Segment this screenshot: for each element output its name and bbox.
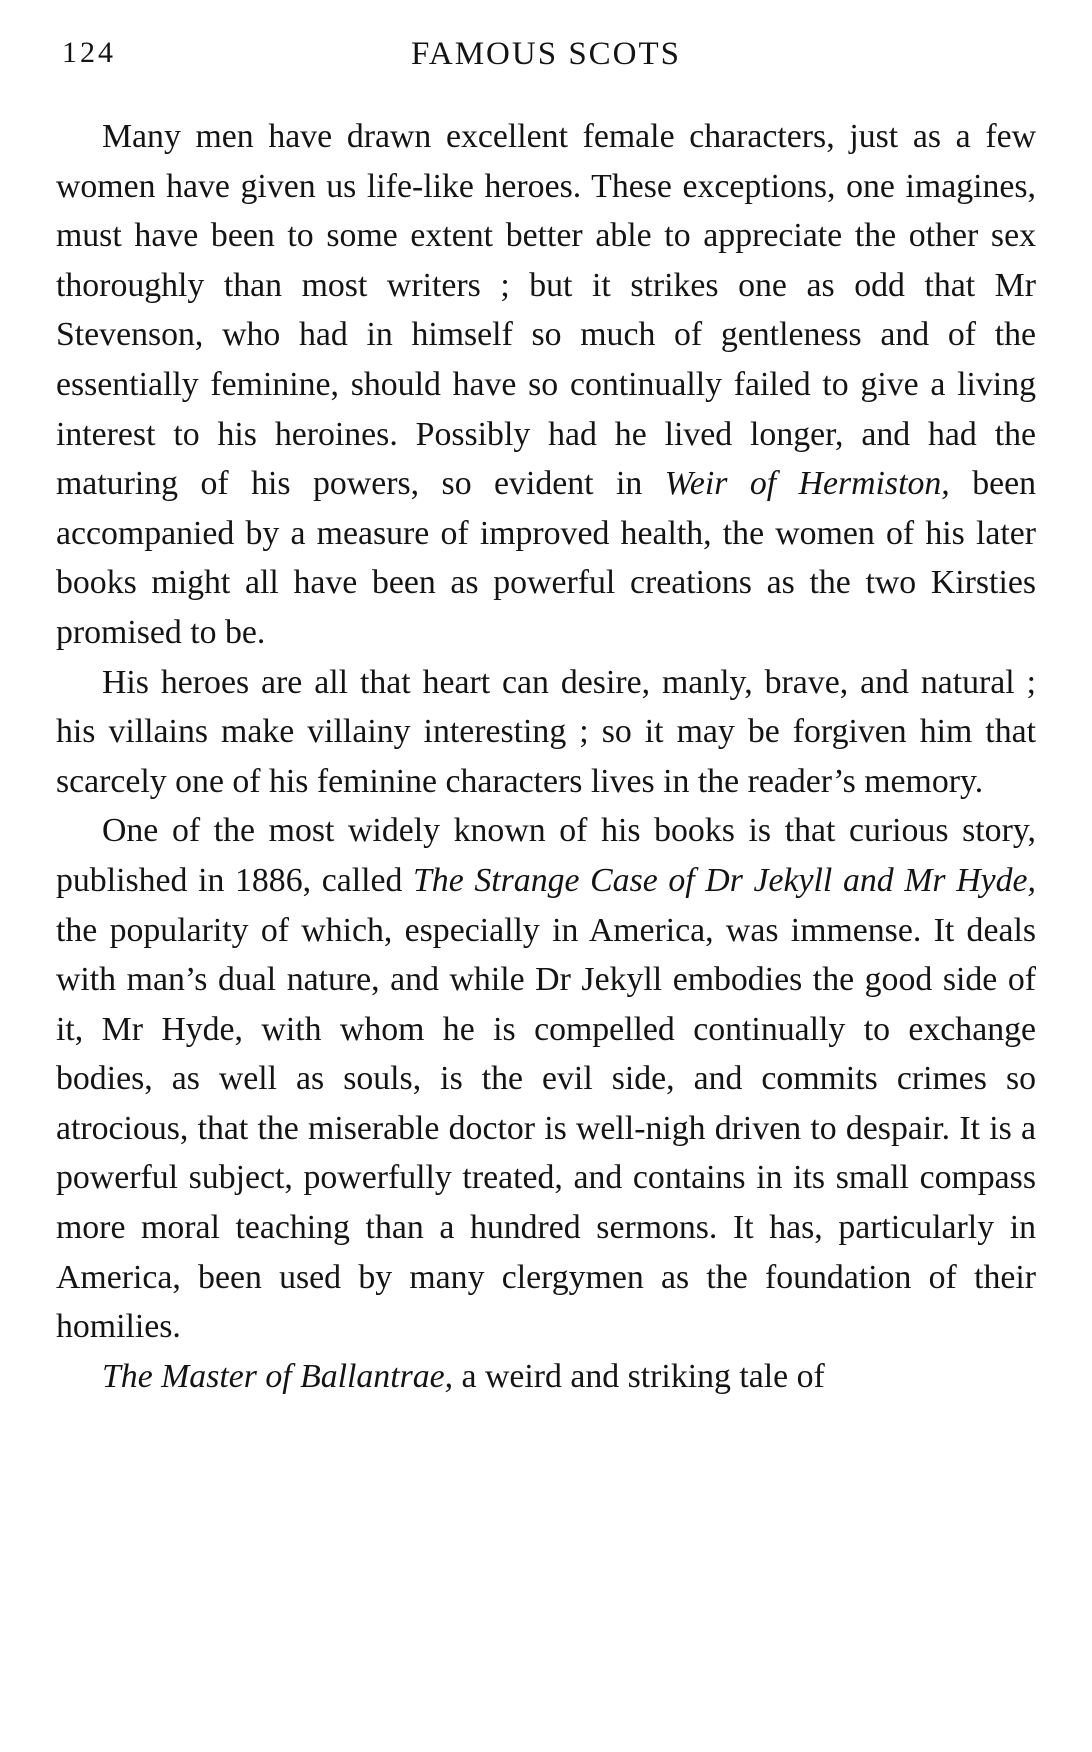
paragraph-heroes [56, 658, 1036, 807]
body-text [56, 112, 1036, 1401]
book-page [56, 36, 1036, 1401]
paragraph-text: the popularity of which, especially in America, was immense. It deals with man’s dual nature, and while Dr Jekyll embodies the good side of it, Mr Hyde, with whom he is compelled continually to exchange bodies, as well as souls, is the evil side, and commits crimes so atrocious, that the miserable doctor is well-nigh driven to despair. It is a powerful subject, powerfully treated, and contains in its small compass more moral teaching than a hundred sermons. It has, particularly in America, been used by many clergymen as the foundation of their homilies. [56, 911, 1036, 1346]
page-header [56, 36, 1036, 88]
paragraph-text: a weird and striking tale of [453, 1357, 825, 1395]
paragraph-text: been accompanied by a measure of improved health, the women of his later books might all have been as powerful creations as the two Kirsties promised to be. [56, 465, 1036, 651]
paragraph-text: Many men have drawn excellent female characters, just as a few women have given us life-like heroes. These exceptions, one imagines, must have been to some extent better able to appreciate the other sex thoroughly than most writers ; but it strikes one as odd that Mr Stevenson, who had in himself so much of gentleness and of the essentially feminine, should have so continually failed to give a living interest to his heroines. Possibly had he lived longer, and had the maturing of his powers, so evident in [56, 118, 1036, 503]
book-title-master-of-ballantrae: The Master of Ballantrae, [102, 1357, 454, 1395]
page-number: 124 [62, 36, 116, 69]
paragraph-female-characters [56, 112, 1036, 658]
paragraph-text: His heroes are all that heart can desire, manly, brave, and natural ; his villains make villainy interesting ; so it may be forgiven him that scarcely one of his feminine characters lives in the reader’s memory. [56, 663, 1036, 800]
paragraph-master-of-ballantrae [56, 1352, 1036, 1402]
paragraph-jekyll-and-hyde [56, 806, 1036, 1352]
book-title-weir-of-hermiston: Weir of Hermiston, [664, 465, 950, 503]
running-head: FAMOUS SCOTS [410, 36, 682, 72]
book-title-jekyll-and-hyde: The Strange Case of Dr Jekyll and Mr Hyde, [413, 861, 1036, 899]
paragraph-text: One of the most widely known of his books is that curious story, published in 1886, called [56, 812, 1036, 899]
